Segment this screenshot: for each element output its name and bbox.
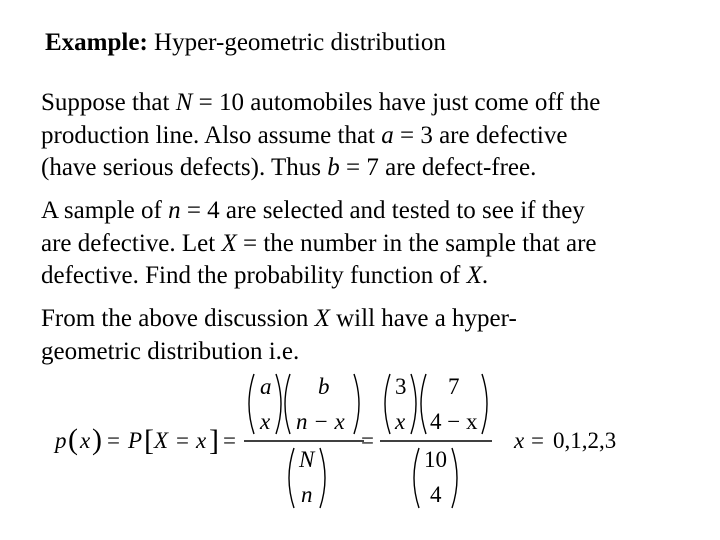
paragraph-line [41,87,711,120]
binom-paren-left [249,374,254,434]
paragraph-setup [41,87,711,185]
variable-X: X [221,229,237,257]
paragraph-line [41,120,711,153]
variable-b: b [327,154,340,181]
slide-title [45,26,446,60]
domain-values: 0,1,2,3 [553,428,617,453]
binom-paren-right [320,448,325,508]
binom-top-7: 7 [448,374,460,399]
binom-paren-right [482,374,487,434]
paren-open: ( [68,423,78,456]
symbolic-denominator [289,447,325,508]
paragraph-sample [41,195,711,293]
binom-paren-left [285,374,290,434]
text-run: production line. Also assume that [41,121,382,149]
paragraph-line [41,228,711,261]
symbolic-numerator [249,374,359,434]
text-run: = 10 automobiles have just come off the [192,89,601,116]
formula-P: P [128,428,143,453]
variable-n: n [168,197,181,224]
binom-paren-left [421,374,426,434]
numeric-numerator [385,374,487,434]
formula-p: p [55,428,67,453]
binom-top-a: a [260,374,272,399]
formula-equals: = [223,428,236,453]
text-run: Suppose that [41,89,176,116]
formula-equals: = [176,428,189,453]
binom-paren-left [385,374,390,434]
paren-close: ) [92,423,102,456]
domain-equals: = [531,428,544,453]
binom-bottom-4-minus-x: 4 − x [430,409,478,434]
bracket-open: [ [144,424,154,457]
text-run: = 7 are defect-free. [339,154,537,181]
paragraph-line [41,152,711,185]
binom-bottom-n: n [301,482,313,507]
binom-bottom-n-minus-x: n − x [296,409,345,434]
binom-paren-right [411,374,416,434]
binom-top-b: b [318,374,330,399]
hypergeometric-formula [50,368,670,518]
formula-x: x [80,428,91,453]
text-run: are defective. Let [41,229,222,257]
variable-X: X [466,262,482,289]
formula-equals: = [361,428,374,453]
variable-X: X [314,305,330,332]
text-run: = 3 are defective [393,121,568,149]
binom-bottom-x: x [260,409,271,434]
bracket-close: ] [209,424,219,457]
binom-top-3: 3 [395,374,407,399]
paragraph-line: geometric distribution i.e. [41,337,300,365]
title-label: Example: [45,29,148,56]
binom-paren-right [276,374,281,434]
numeric-denominator [414,447,457,508]
text-run: (have serious defects). Thus [41,154,328,181]
text-run: will have a hyper- [329,305,517,332]
title-text: Hyper-geometric distribution [147,29,446,56]
paragraph-line [41,260,711,293]
paragraph-line [41,195,711,228]
formula-x-inner: x [196,428,207,453]
binom-top-N: N [299,447,315,472]
variable-N: N [175,89,193,116]
binom-bottom-x: x [395,409,406,434]
binom-paren-left [289,448,294,508]
text-run: = 4 are selected and tested to see if they [180,197,585,224]
text-run: defective. Find the probability function of [41,262,467,289]
binom-top-10: 10 [424,447,447,472]
formula-equals: = [107,428,120,453]
domain-x: x [514,428,525,453]
text-run: A sample of [41,197,169,224]
paragraph-line [41,303,711,336]
text-run: From the above discussion [41,305,315,332]
binom-paren-right [354,374,359,434]
text-run: . [481,262,489,289]
binom-paren-right [452,448,457,508]
text-run: = the number in the sample that are [236,229,597,257]
binom-bottom-4: 4 [430,482,442,507]
variable-a: a [381,121,394,149]
formula-X: X [154,428,169,453]
paragraph-conclusion [41,303,711,368]
binom-paren-left [414,448,419,508]
